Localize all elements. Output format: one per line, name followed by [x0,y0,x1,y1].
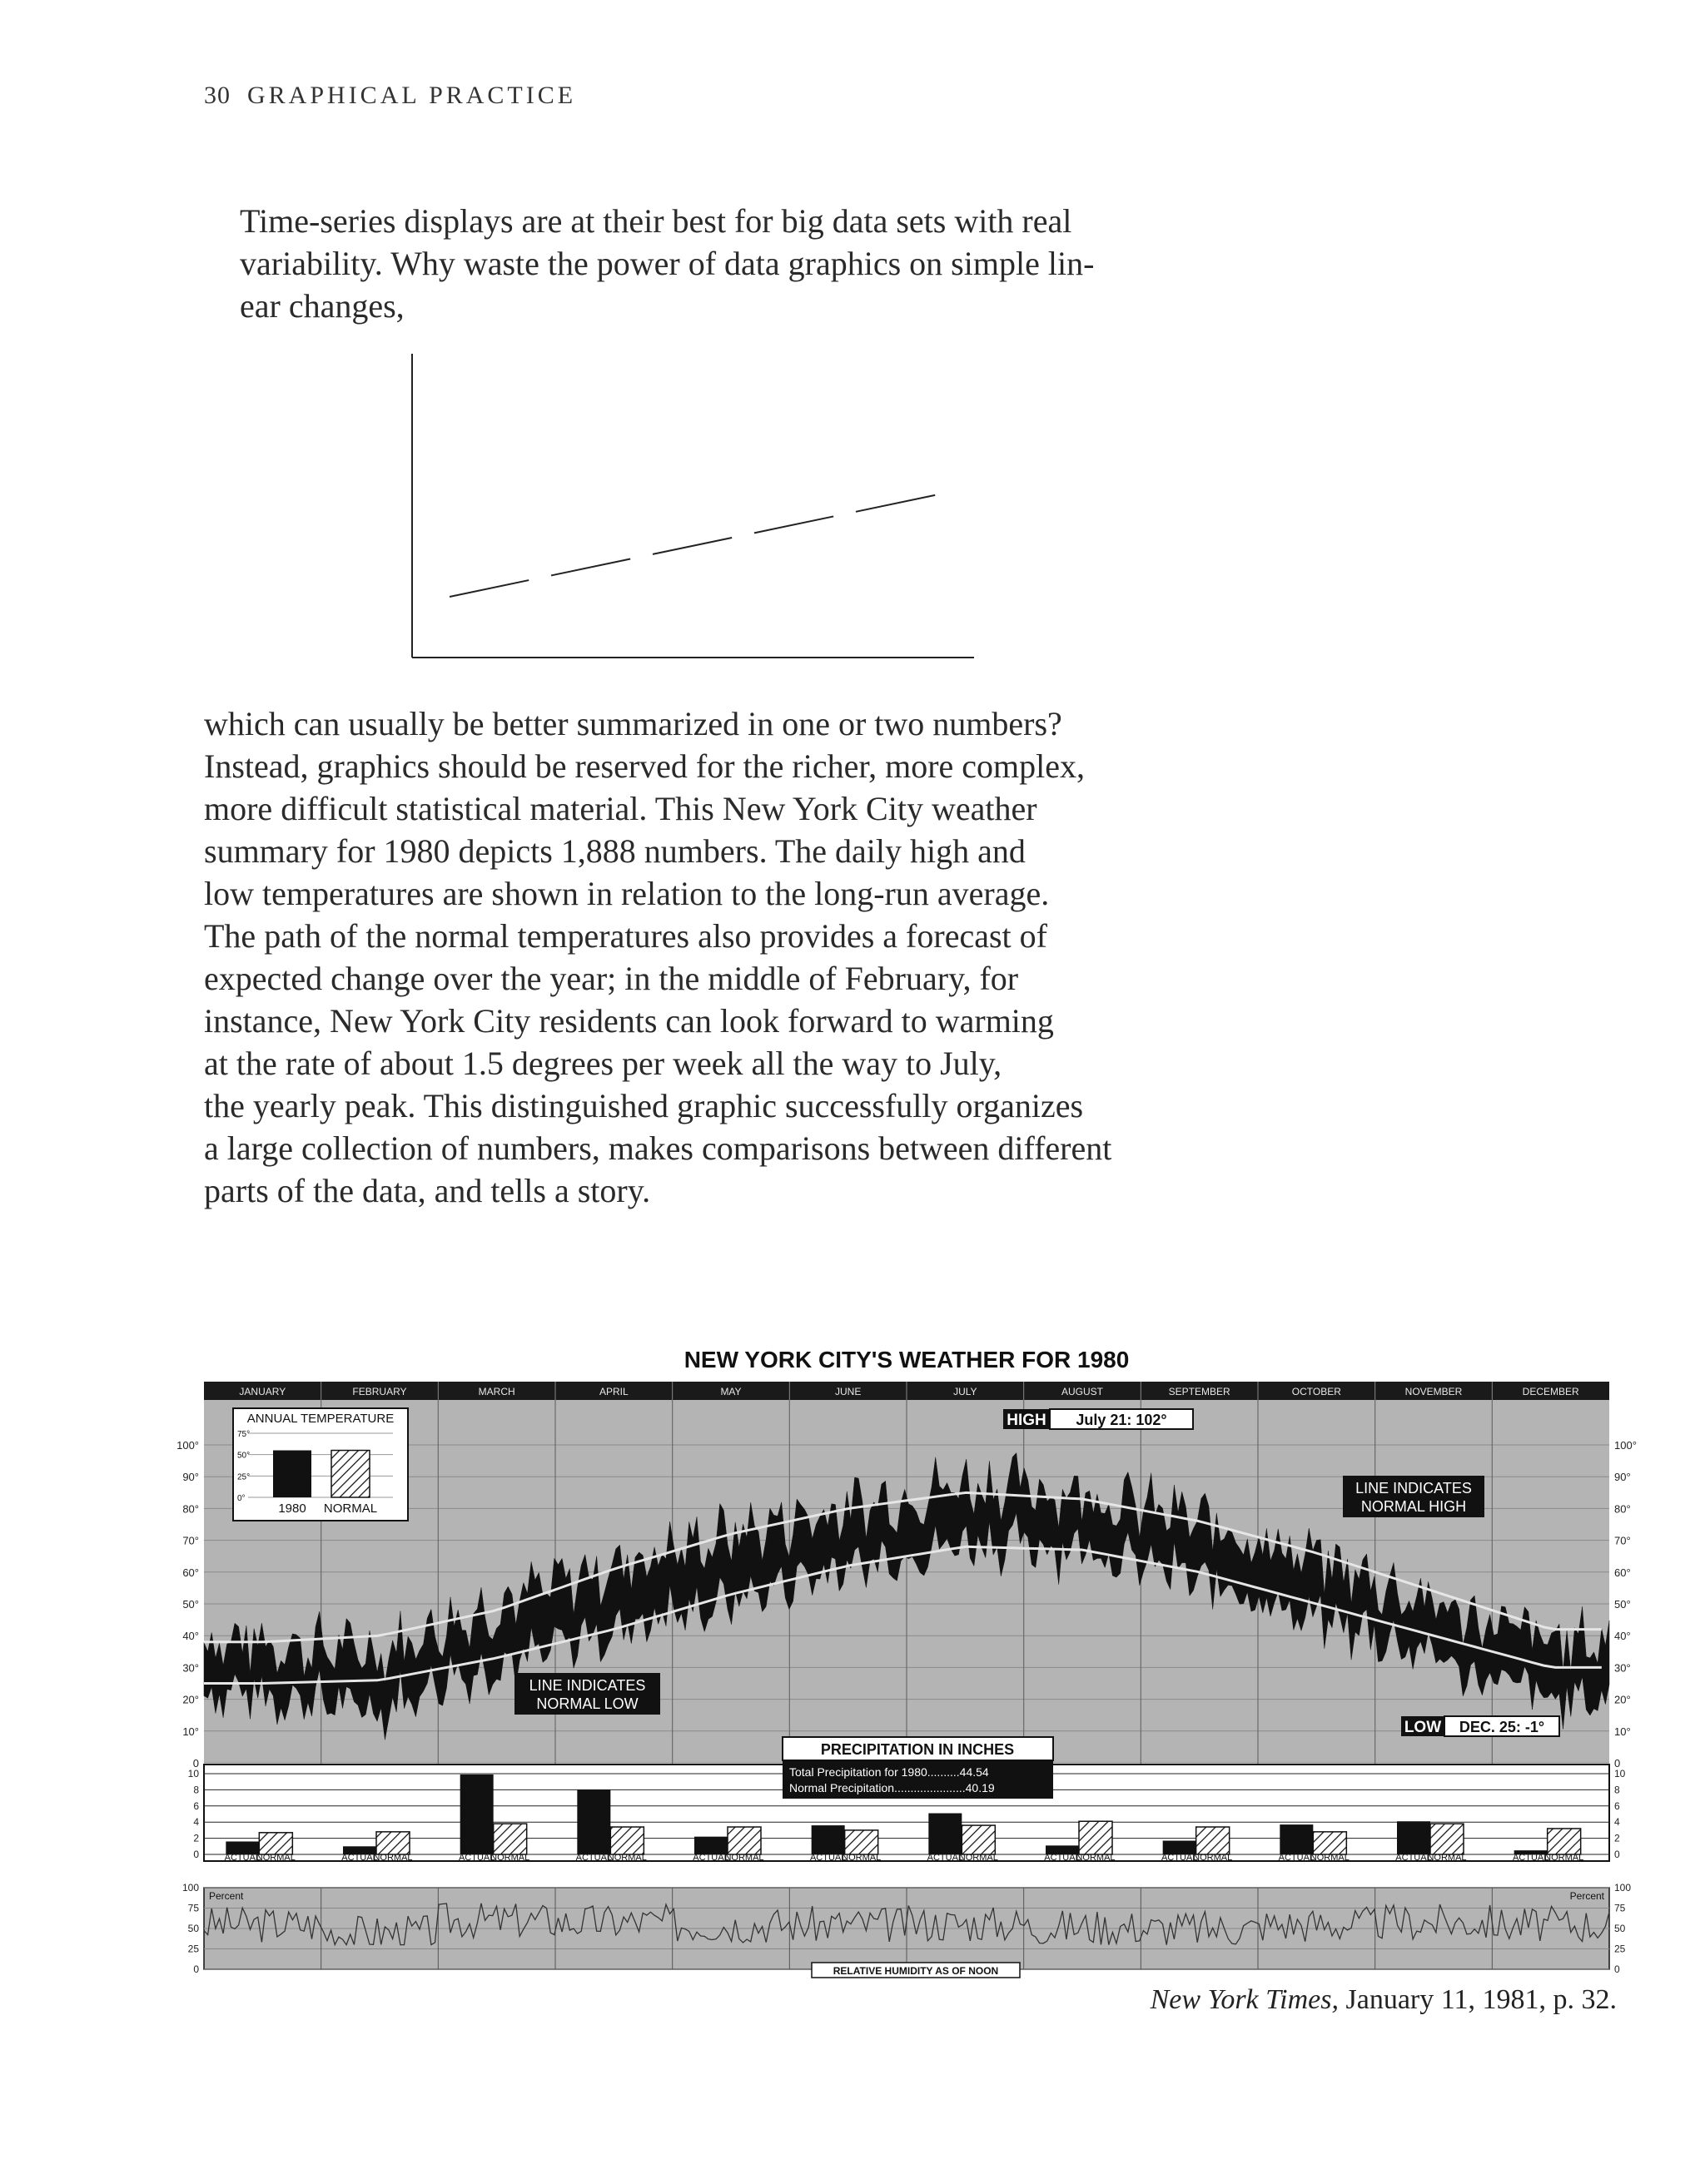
temp-tick-right: 30° [1614,1661,1631,1675]
precip-tick-right: 2 [1614,1832,1620,1844]
annual-temp-title: ANNUAL TEMPERATURE [246,1412,395,1426]
precip-normal-label: NORMAL [1310,1853,1350,1863]
precip-title: PRECIPITATION IN INCHES [820,1741,1015,1758]
temp-tick-left: 100° [176,1439,199,1452]
month-label: AUGUST [1061,1386,1104,1397]
precip-bar-actual [577,1789,610,1854]
text-line: a large collection of numbers, makes comparisons between different [204,1129,1112,1167]
temp-tick-left: 70° [182,1534,199,1547]
month-label: MARCH [478,1386,515,1397]
precip-bar-normal [845,1830,878,1854]
precip-total-normal: Normal Precipitation......................40.19 [789,1781,995,1794]
precip-bar-normal [1430,1824,1464,1854]
weather-chart-title: NEW YORK CITY'S WEATHER FOR 1980 [683,1347,1130,1372]
precip-tick-left: 0 [193,1849,199,1860]
humidity-tick-right: 0 [1614,1963,1620,1975]
precip-normal-label: NORMAL [256,1853,296,1863]
precip-actual-label: ACTUAL [693,1853,729,1863]
precip-bar-actual [460,1774,494,1854]
temp-tick-right: 10° [1614,1725,1631,1738]
precip-tick-left: 2 [193,1832,199,1844]
temp-tick-left: 10° [182,1725,199,1738]
precip-tick-right: 0 [1614,1849,1620,1860]
month-label: DECEMBER [1522,1386,1579,1397]
humidity-tick-right: 25 [1614,1943,1626,1955]
humidity-tick-left: 0 [193,1963,199,1975]
precip-bar-normal [259,1833,292,1854]
precip-actual-label: ACTUAL [575,1853,613,1863]
text-line: low temperatures are shown in relation to the long-run average. [204,875,1050,912]
inset-label-1980: 1980 [278,1502,306,1516]
temp-tick-left: 80° [182,1502,199,1516]
inset-tick: 50° [237,1451,251,1461]
temp-tick-left: 20° [182,1693,199,1706]
temp-tick-right: 90° [1614,1471,1631,1484]
precip-bar-normal [610,1827,644,1854]
precip-tick-left: 6 [193,1799,199,1812]
precip-bar-normal [962,1825,995,1854]
running-head-title: GRAPHICAL PRACTICE [247,82,577,109]
temp-tick-left: 90° [182,1471,199,1484]
precip-actual-label: ACTUAL [1278,1853,1315,1863]
caption-date: January 11, 1981, p. 32. [1339,1984,1617,2015]
precip-bar-actual [1397,1821,1430,1854]
text-line: summary for 1980 depicts 1,888 numbers. The daily high and [204,832,1026,870]
record-high-callout-value: July 21: 102° [1076,1412,1167,1428]
month-label: OCTOBER [1291,1386,1341,1397]
record-low-callout-label: LOW [1404,1719,1442,1736]
precip-bar-normal [494,1824,527,1854]
precip-actual-label: ACTUAL [1395,1853,1432,1863]
temp-tick-right: 0 [1614,1757,1621,1770]
precip-bar-normal [376,1832,410,1854]
inset-tick: 75° [237,1430,251,1439]
text-line: instance, New York City residents can look forward to warming [204,1002,1054,1040]
record-low-callout [1401,1716,1559,1736]
month-label: SEPTEMBER [1168,1386,1230,1397]
humidity-tick-right: 100 [1614,1882,1632,1894]
humidity-tick-left: 100 [181,1882,199,1894]
normal-high-note-line: LINE INDICATES [1355,1480,1472,1497]
temp-tick-left: 0 [192,1757,199,1770]
text-line: variability. Why waste the power of data graphics on simple lin- [240,245,1095,282]
month-label: APRIL [599,1386,629,1397]
precip-normal-label: NORMAL [1193,1853,1233,1863]
inset-tick: 0° [237,1494,246,1503]
precip-actual-label: ACTUAL [1044,1853,1081,1863]
precip-tick-right: 10 [1614,1768,1626,1779]
text-line: parts of the data, and tells a story. [204,1172,651,1209]
month-label: NOVEMBER [1404,1386,1463,1397]
month-label: JULY [953,1386,977,1397]
temp-tick-right: 80° [1614,1502,1631,1516]
precip-actual-label: ACTUAL [1161,1853,1198,1863]
normal-low-note-line: NORMAL LOW [536,1695,639,1712]
humidity-tick-right: 50 [1614,1923,1626,1934]
caption-source: New York Times, [1150,1984,1340,2015]
month-label: JANUARY [239,1386,286,1397]
month-label: JUNE [834,1386,862,1397]
precip-actual-label: ACTUAL [458,1853,495,1863]
humidity-unit-right: Percent [1569,1890,1604,1902]
record-high-callout [1003,1409,1193,1429]
precip-normal-label: NORMAL [373,1853,413,1863]
precip-bar-actual [812,1825,845,1854]
text-line: ear changes, [240,287,405,325]
text-line: the yearly peak. This distinguished graphic successfully organizes [204,1087,1084,1124]
precip-normal-label: NORMAL [724,1853,764,1863]
precip-tick-right: 6 [1614,1799,1620,1812]
precip-normal-label: NORMAL [842,1853,882,1863]
precip-bar-actual [694,1837,728,1854]
temp-tick-right: 70° [1614,1534,1631,1547]
text-line: more difficult statistical material. This New York City weather [204,790,1037,827]
precip-bar-normal [728,1827,761,1854]
precip-bar-normal [1313,1832,1346,1854]
inset-bar-normal [331,1451,370,1497]
figure-caption [1151,1984,1617,2016]
precip-tick-left: 10 [187,1768,199,1779]
temp-tick-right: 40° [1614,1630,1631,1643]
precip-actual-label: ACTUAL [341,1853,378,1863]
precip-normal-label: NORMAL [1076,1853,1116,1863]
record-low-callout-value: DEC. 25: -1° [1459,1719,1545,1735]
precip-actual-label: ACTUAL [1512,1853,1549,1863]
temp-tick-left: 30° [182,1661,199,1675]
record-high-callout-label: HIGH [1007,1412,1046,1429]
precip-bar-normal [1196,1827,1230,1854]
temp-tick-left: 50° [182,1598,199,1611]
temp-tick-left: 60° [182,1566,199,1579]
month-label: FEBRUARY [352,1386,407,1397]
text-line: Time-series displays are at their best for big data sets with real [240,202,1072,240]
temp-tick-right: 100° [1614,1439,1637,1452]
temp-tick-right: 50° [1614,1598,1631,1611]
precip-bar-actual [928,1814,962,1854]
precip-bar-actual [1280,1824,1313,1854]
precip-actual-label: ACTUAL [809,1853,847,1863]
text-line: which can usually be better summarized in one or two numbers? [204,705,1062,742]
inset-bar-1980 [273,1451,311,1497]
page-number: 30 [204,82,231,109]
temp-tick-right: 60° [1614,1566,1631,1579]
humidity-title: RELATIVE HUMIDITY AS OF NOON [833,1965,999,1977]
precip-actual-label: ACTUAL [224,1853,261,1863]
text-line: expected change over the year; in the middle of February, for [204,960,1019,997]
precip-normal-label: NORMAL [490,1853,530,1863]
precip-normal-label: NORMAL [1544,1853,1584,1863]
text-line: at the rate of about 1.5 degrees per week all the way to July, [204,1045,1002,1082]
precip-normal-label: NORMAL [1427,1853,1467,1863]
precip-tick-left: 4 [193,1816,199,1829]
inset-tick: 25° [237,1472,251,1482]
precip-actual-label: ACTUAL [927,1853,964,1863]
humidity-tick-left: 50 [187,1923,199,1934]
precip-tick-right: 4 [1614,1816,1620,1829]
inset-label-normal: NORMAL [323,1502,378,1516]
humidity-tick-left: 25 [187,1943,199,1955]
text-line: Instead, graphics should be reserved for the richer, more complex, [204,747,1086,785]
humidity-tick-right: 75 [1614,1902,1626,1914]
month-label: MAY [720,1386,742,1397]
temp-tick-right: 20° [1614,1693,1631,1706]
humidity-unit-left: Percent [209,1890,244,1902]
text-line: The path of the normal temperatures also provides a forecast of [204,917,1047,955]
precip-bar-normal [1548,1829,1581,1854]
temp-tick-left: 40° [182,1630,199,1643]
precip-tick-left: 8 [193,1784,199,1796]
precip-normal-label: NORMAL [607,1853,647,1863]
precip-normal-label: NORMAL [958,1853,998,1863]
precip-tick-right: 8 [1614,1784,1620,1796]
precip-total-1980: Total Precipitation for 1980..........44.54 [789,1765,989,1779]
humidity-tick-left: 75 [187,1902,199,1914]
precip-bar-normal [1079,1821,1112,1854]
normal-low-note-line: LINE INDICATES [529,1677,646,1694]
normal-high-note-line: NORMAL HIGH [1360,1498,1467,1515]
